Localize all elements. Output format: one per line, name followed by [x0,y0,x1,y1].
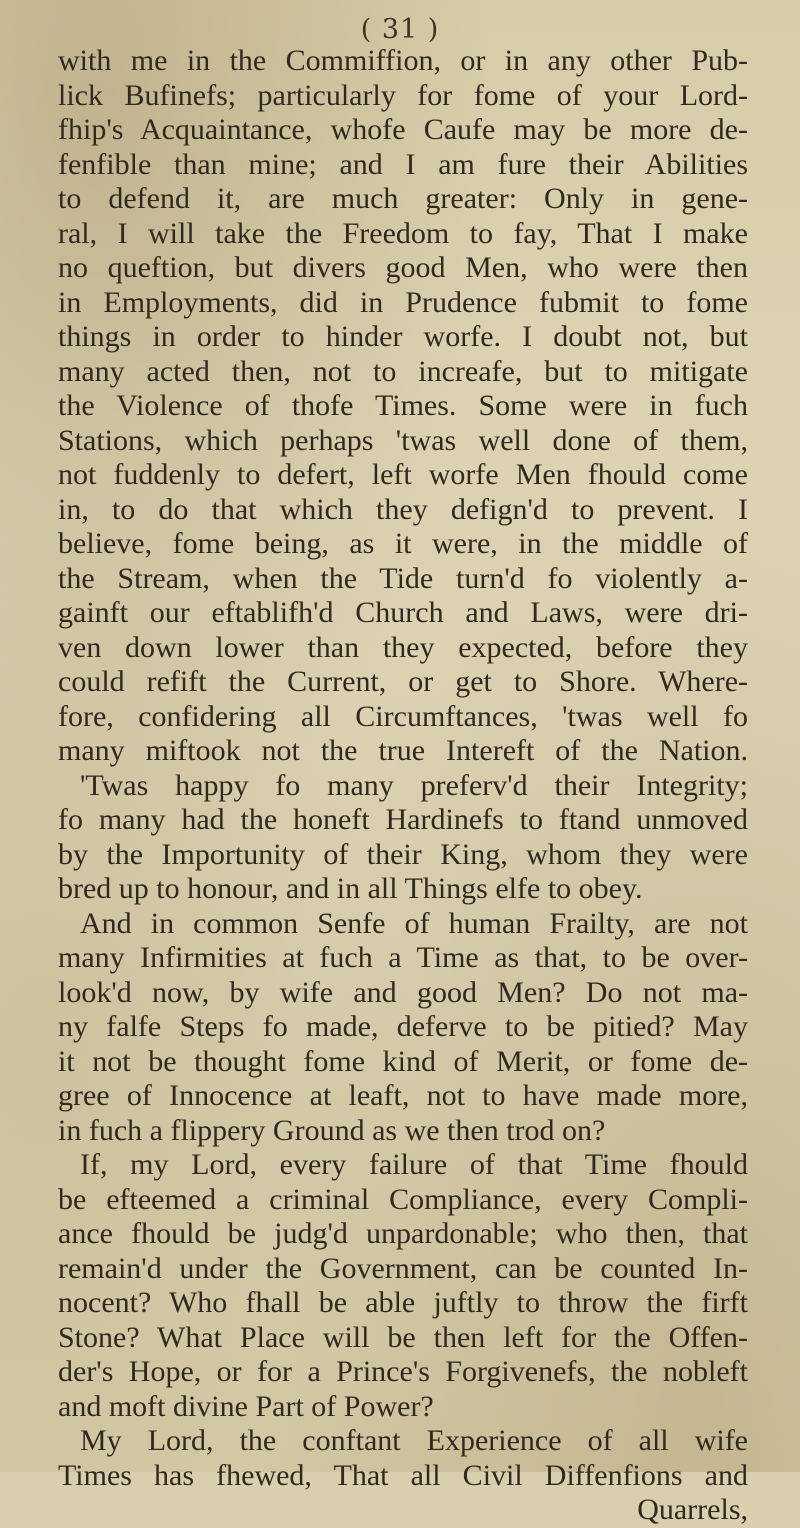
text-line: things in order to hinder worfe. I doubt not, but [58,320,748,353]
text-line: many miftook not the true Intereft of the Nation. [58,734,748,767]
text-line: in, to do that which they defign'd to prevent. I [58,492,748,526]
text-line: fhip's Acquaintance, whofe Caufe may be more de- [58,113,748,146]
text-line: lick Bufinefs; particularly for fome of your Lord- [58,78,748,112]
text-line: the Violence of thofe Times. Some were in fuch [58,389,748,422]
text-line: fo many had the honeft Hardinefs to ftand unmoved [58,803,748,836]
text-line: be efteemed a criminal Compliance, every Compli- [58,1182,748,1216]
text-line: many acted then, not to increafe, but to mitigate [58,354,748,388]
text-line: ny falfe Steps fo made, deferve to be pitied? May [58,1010,748,1043]
text-line: 'Twas happy fo many preferv'd their Integrity; [80,768,748,802]
text-line: My Lord, the conftant Experience of all wife [80,1424,748,1457]
text-line: many Infirmities at fuch a Time as that, to be over- [58,941,748,974]
text-line: Stations, which perhaps 'twas well done of them, [58,423,748,457]
text-line: bred up to honour, and in all Things elfe to obey. [58,872,643,905]
text-line: ance fhould be judg'd unpardonable; who then, that [58,1217,748,1250]
text-line: not fuddenly to defert, left worfe Men fhould come [58,458,748,491]
text-line: gainft our eftablifh'd Church and Laws, were dri- [58,596,748,629]
text-line: der's Hope, or for a Prince's Forgivenefs, the nobleft [58,1355,748,1388]
page-number: ( 31 ) [360,14,440,45]
text-line: could refift the Current, or get to Shore. Where- [58,665,748,698]
text-line: And in common Senfe of human Frailty, are not [80,906,748,940]
text-line: to defend it, are much greater: Only in gene- [58,182,748,215]
text-line: with me in the Commiffion, or in any other Pub- [58,44,748,77]
text-line: If, my Lord, every failure of that Time fhould [80,1148,748,1181]
text-line: remain'd under the Government, can be counted In- [58,1251,748,1285]
text-line: and moft divine Part of Power? [58,1389,434,1423]
text-line: ral, I will take the Freedom to fay, That I make [58,216,748,250]
text-line: no queftion, but divers good Men, who were then [58,251,748,284]
text-line: look'd now, by wife and good Men? Do not ma- [58,975,748,1009]
text-line: the Stream, when the Tide turn'd fo violently a- [58,561,748,595]
text-line: it not be thought fome kind of Merit, or fome de- [58,1044,748,1078]
text-line: in Employments, did in Prudence fubmit to fome [58,285,748,319]
text-line: gree of Innocence at leaft, not to have made more, [58,1079,748,1112]
text-line: Stone? What Place will be then left for the Offen- [58,1320,748,1354]
body-text [58,44,748,1528]
text-line: believe, fome being, as it were, in the middle of [58,527,748,560]
text-line: in fuch a flippery Ground as we then trod on? [58,1113,606,1147]
text-line: fore, confidering all Circumftances, 'twas well fo [58,699,748,733]
text-line: Quarrels, [637,1493,748,1526]
text-line: by the Importunity of their King, whom they were [58,837,748,871]
text-line: ven down lower than they expected, before they [58,630,748,664]
text-line: Times has fhewed, That all Civil Diffenfions and [58,1458,748,1492]
text-line: nocent? Who fhall be able juftly to throw the firft [58,1286,748,1319]
text-line: fenfible than mine; and I am fure their Abilities [58,147,748,181]
